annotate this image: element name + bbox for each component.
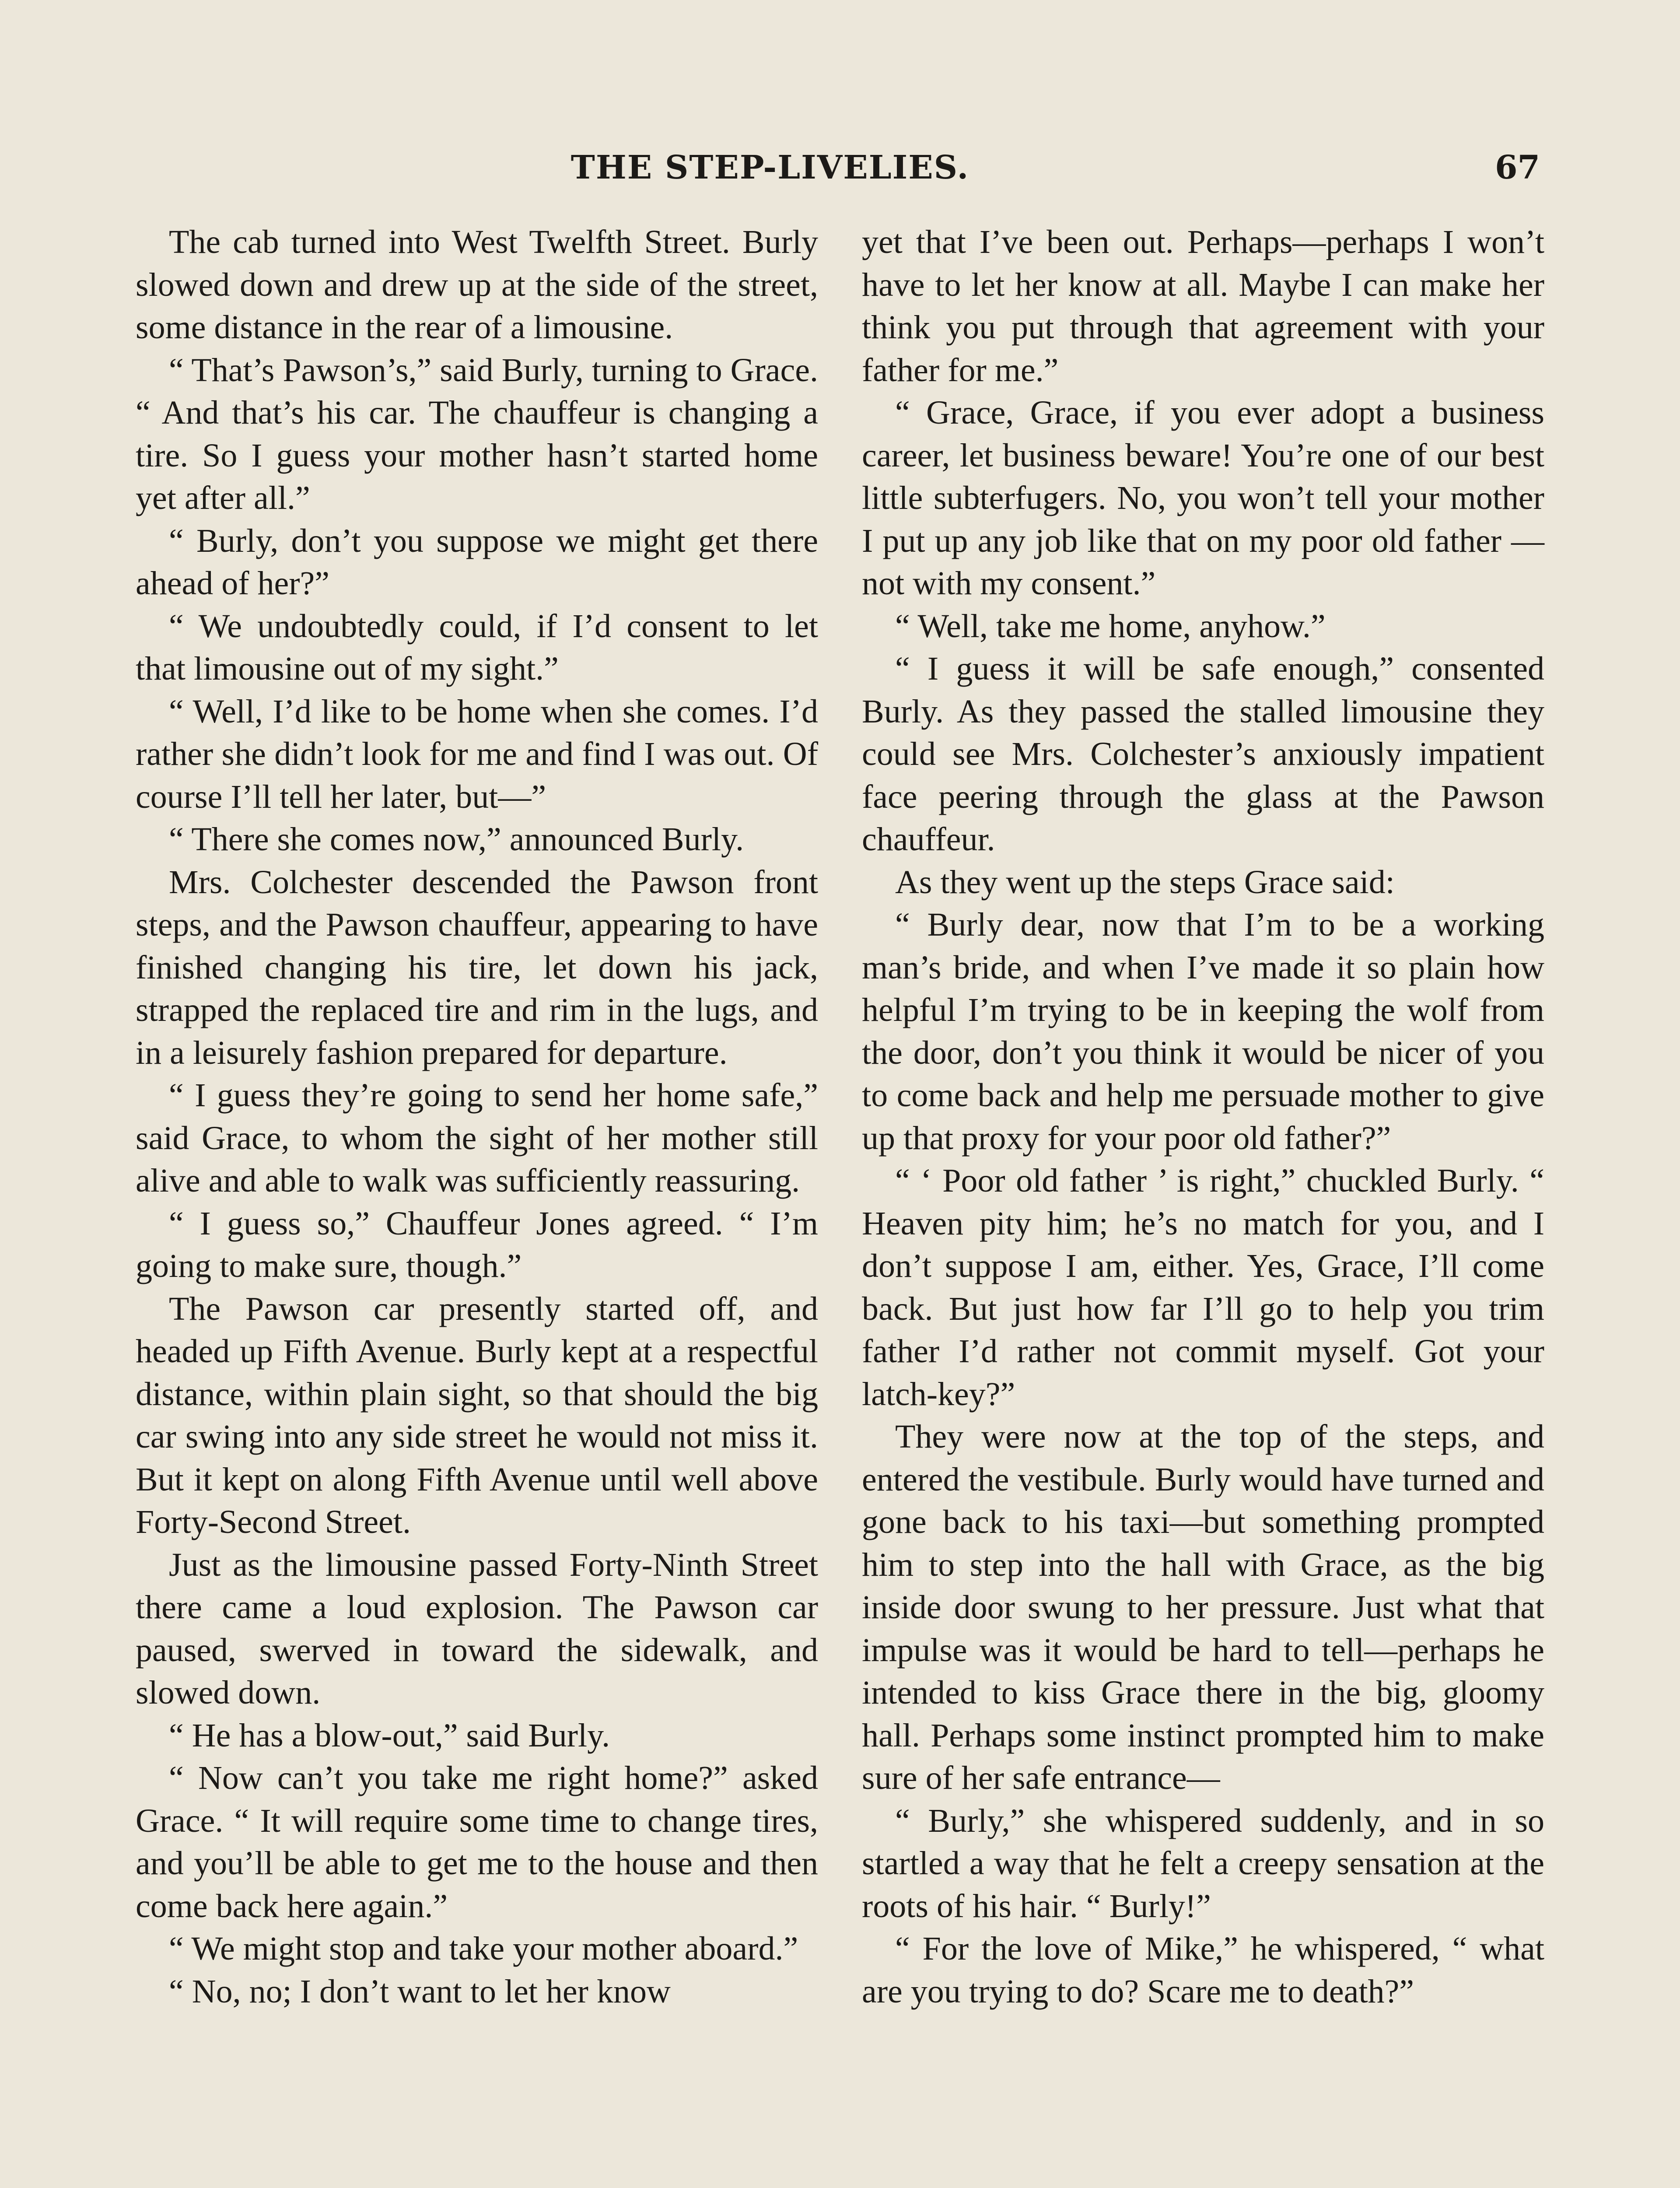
paragraph-continued: yet that I’ve been out. Perhaps—perhaps I won’t have to let her know at all. Maybe I can make her think you put through that agreement with your father for me.” <box>862 224 1544 389</box>
paragraph: “ Now can’t you take me right home?” asked Grace. “ It will require some time to change tires, and you’ll be able to get me to the house and then come back here again.” <box>136 1760 818 1925</box>
paragraph: The Pawson car presently started off, and headed up Fifth Avenue. Burly kept at a respectful distance, within plain sight, so that should the big car swing into any side street he would not miss it. But it kept on along Fifth Avenue until well above Forty-Second Street. <box>136 1290 818 1540</box>
page-number: 67 <box>1495 149 1540 186</box>
left-column <box>136 221 818 2013</box>
paragraph: “ I guess it will be safe enough,” consented Burly. As they passed the stalled limousine they could see Mrs. Colchester’s anxiously impatient face peering through the glass at the Pawson chauffeur. <box>862 650 1544 858</box>
paragraph: They were now at the top of the steps, and entered the vestibule. Burly would have turned and gone back to his taxi—but something prompted him to step into the hall with Grace, as the big inside door swung to her pressure. Just what that impulse was it would be hard to tell—perhaps he intended to kiss Grace there in the big, gloomy hall. Perhaps some instinct prompted him to make sure of her safe entrance— <box>862 1418 1544 1796</box>
paragraph: “ No, no; I don’t want to let her know <box>169 1973 671 2010</box>
paragraph: “ Grace, Grace, if you ever adopt a business career, let business beware! You’re one of our best little subterfugers. No, you won’t tell your mother I put up any job like that on my poor old father —not with my consent.” <box>862 394 1544 602</box>
running-title: THE STEP-LIVELIES. <box>570 149 970 186</box>
paragraph: “ I guess so,” Chauffeur Jones agreed. “ I’m going to make sure, though.” <box>136 1205 818 1284</box>
paragraph: “ For the love of Mike,” he whispered, “ what are you trying to do? Scare me to death?” <box>862 1930 1544 2010</box>
paragraph: Mrs. Colchester descended the Pawson front steps, and the Pawson chauffeur, appearing to have finished changing his tire, let down his jack, strapped the replaced tire and rim in the lugs, and in a leisurely fashion prepared for departure. <box>136 863 818 1071</box>
paragraph: Just as the limousine passed Forty-Ninth Street there came a loud explosion. The Pawson car paused, swerved in toward the sidewalk, and slowed down. <box>136 1546 818 1711</box>
paragraph: “ We might stop and take your mother aboard.” <box>169 1930 798 1967</box>
paragraph: As they went up the steps Grace said: <box>895 863 1395 901</box>
page-header <box>140 139 1540 196</box>
paragraph: “ I guess they’re going to send her home safe,” said Grace, to whom the sight of her mother still alive and able to walk was sufficiently reassuring. <box>136 1077 818 1199</box>
paragraph: The cab turned into West Twelfth Street. Burly slowed down and drew up at the side of the street, some distance in the rear of a limousine. <box>136 224 818 346</box>
paragraph: “ He has a blow-out,” said Burly. <box>169 1717 610 1754</box>
paragraph: “ Burly,” she whispered suddenly, and in so startled a way that he felt a creepy sensation at the roots of his hair. “ Burly!” <box>862 1802 1544 1925</box>
right-column <box>862 221 1544 2013</box>
paragraph: “ Well, I’d like to be home when she comes. I’d rather she didn’t look for me and find I was out. Of course I’ll tell her later, but—” <box>136 693 818 815</box>
paragraph: “ Well, take me home, anyhow.” <box>895 607 1326 645</box>
paragraph: “ We undoubtedly could, if I’d consent to let that limousine out of my sight.” <box>136 607 818 687</box>
paragraph: “ ‘ Poor old father ’ is right,” chuckled Burly. “ Heaven pity him; he’s no match for you, and I don’t suppose I am, either. Yes, Grace, I’ll come back. But just how far I’ll go to help you trim father I’d rather not commit myself. Got your latch-key?” <box>862 1162 1544 1413</box>
paragraph: “ Burly, don’t you suppose we might get there ahead of her?” <box>136 522 818 602</box>
paragraph: “ Burly dear, now that I’m to be a working man’s bride, and when I’ve made it so plain how helpful I’m trying to be in keeping the wolf from the door, don’t you think it would be nicer of you to come back and help me persuade mother to give up that proxy for your poor old father?” <box>862 906 1544 1157</box>
paragraph: “ That’s Pawson’s,” said Burly, turning to Grace. “ And that’s his car. The chauffeur is changing a tire. So I guess your mother hasn’t started home yet after all.” <box>136 351 818 516</box>
paragraph: “ There she comes now,” announced Burly. <box>169 821 744 858</box>
